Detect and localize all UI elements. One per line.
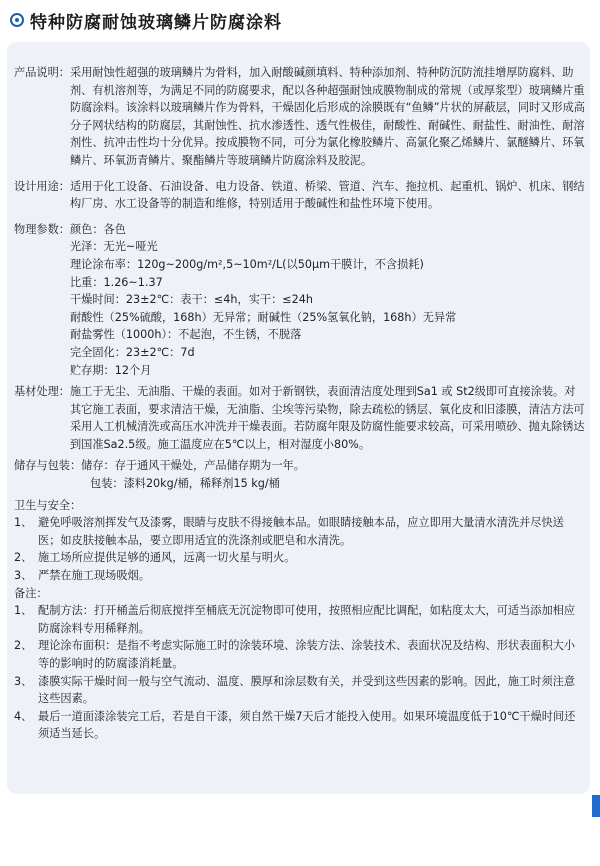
- safety-item: [14, 567, 586, 585]
- notes-title: 备注：: [14, 586, 48, 600]
- physical-item-coverage: 理论涂布率：120g~200g/m²,5~10m²/L(以50μm干膜计，不含损耗): [69, 257, 424, 271]
- design-section: [14, 178, 586, 213]
- substrate-section: [14, 383, 586, 453]
- notes-item: [14, 673, 586, 708]
- safety-title: 卫生与安全：: [14, 498, 82, 512]
- safety-num: 3、: [14, 569, 33, 583]
- accent-bar: [592, 795, 600, 817]
- substrate-text: 施工于无尘、无油脂、干燥的表面。如对于新钢铁，表面清洁度处理到Sa1 或 St2级即可直接涂装。对其它施工表面，要求清洁干燥，无油脂、尘埃等污染物，除去疏松的锈层、氧化皮和旧漆膜，清洁方法可采用人工机械清洗或高压水冲洗并干燥表面。若防腐年限及防腐性能要求较高，可采用喷砂、抛丸除锈达到国准Sa2.5级。施工温度应在5℃以上，相对湿度小80%。: [69, 385, 585, 451]
- design-text: 适用于化工设备、石油设备、电力设备、铁道、桥梁、管道、汽车、拖拉机、起重机、锅炉、机床、钢结构厂房、水工设备等的制造和维修，特别适用于酸碱性和盐性环境下使用。: [69, 179, 585, 211]
- package-text: [14, 475, 586, 493]
- storage-section: [14, 457, 586, 475]
- title-bar: [0, 0, 600, 40]
- physical-section: [14, 221, 586, 379]
- physical-item-drying: 干燥时间：23±2℃：表干：≤4h，实干：≤24h: [69, 293, 313, 307]
- product-section: [14, 64, 586, 170]
- safety-num: 2、: [14, 551, 33, 565]
- physical-label: 物理参数：: [14, 222, 70, 236]
- page-title: 特种防腐耐蚀玻璃鳞片防腐涂料: [30, 12, 282, 33]
- physical-list: [70, 221, 586, 379]
- physical-item-resistance: 耐酸性（25%硫酸，168h）无异常；耐碱性（25%氢氧化钠，168h）无异常: [69, 310, 457, 324]
- design-label: 设计用途：: [14, 179, 70, 193]
- storage-label: 储存与包装：: [14, 459, 82, 473]
- safety-item: [14, 514, 586, 549]
- notes-text: 最后一道面漆涂装完工后，若是自干漆，须自然干燥7天后才能投入使用。如果环境温度低于10℃干燥时间还须适当延长。: [38, 709, 576, 741]
- notes-num: 3、: [14, 674, 33, 688]
- circle-target-icon: [10, 13, 24, 27]
- product-text: 采用耐蚀性超强的玻璃鳞片为骨料，加入耐酸碱颜填料、特种添加剂、特种防沉防流挂增厚防腐料、助剂、有机溶剂等，为满足不同的防腐要求，配以各种超强耐蚀成膜物制成的常规（或厚浆型）玻璃鳞片重防腐涂料。该涂料以玻璃鳞片作为骨料，干燥固化后形成的涂膜既有“鱼鳞”片状的屏蔽层，同时又形成高分子网状结构的防腐层，其耐蚀性、抗水渗透性、透气性极佳，耐酸性、耐碱性、耐盐性、耐油性、耐溶剂性、抗冲击性均十分优异。按成膜物不同，可分为氯化橡胶鳞片、高氯化聚乙烯鳞片、氯醚鳞片、环氧鳞片、环氧沥青鳞片、聚酯鳞片等玻璃鳞片防腐涂料及胶泥。: [69, 66, 585, 167]
- safety-text: 严禁在施工现场吸烟。: [38, 569, 150, 583]
- safety-item: [14, 549, 586, 567]
- notes-item: [14, 708, 586, 743]
- safety-text: 避免呼吸溶剂挥发气及漆雾，眼睛与皮肤不得接触本品。如眼睛接触本品，应立即用大量清水清洗并尽快送医；如皮肤接触本品，要立即用适宜的洗涤剂或肥皂和水清洗。: [38, 516, 564, 547]
- safety-num: 1、: [14, 516, 33, 530]
- notes-item: [14, 637, 586, 672]
- notes-num: 2、: [14, 639, 33, 653]
- safety-text: 施工场所应提供足够的通风，远离一切火星与明火。: [38, 551, 296, 565]
- notes-text: 配制方法：打开桶盖后彻底搅拌至桶底无沉淀物即可使用，按照相应配比调配，如粘度太大，可适当添加相应防腐涂料专用稀释剂。: [38, 604, 576, 635]
- substrate-label: 基材处理：: [14, 385, 70, 399]
- physical-item-shelf-life: 贮存期：12个月: [69, 363, 152, 377]
- physical-item-gravity: 比重：1.26~1.37: [69, 275, 163, 289]
- physical-item-salt-spray: 耐盐雾性（1000h）：不起泡，不生锈，不脱落: [69, 328, 302, 342]
- product-label: 产品说明：: [14, 66, 70, 79]
- notes-num: 4、: [14, 709, 33, 723]
- physical-item-curing: 完全固化：23±2℃：7d: [69, 345, 195, 359]
- notes-item: [14, 602, 586, 637]
- package-value: 包装：漆料20kg/桶，稀释剂15 kg/桶: [90, 477, 280, 491]
- document-body: [14, 64, 586, 743]
- notes-num: 1、: [14, 604, 33, 618]
- notes-text: 漆膜实际干燥时间一般与空气流动、温度、膜厚和涂层数有关，并受到这些因素的影响。因此，施工时须注意这些因素。: [38, 674, 576, 706]
- storage-text: 储存：存于通风干燥处，产品储存期为一年。: [81, 459, 305, 473]
- physical-item-color: 颜色：各色: [69, 222, 126, 236]
- notes-text: 理论涂布面积：是指不考虑实际施工时的涂装环境、涂装方法、涂装技术、表面状况及结构、形状表面积大小等的影响时的防腐漆消耗量。: [38, 639, 576, 670]
- physical-item-gloss: 光泽：无光~哑光: [69, 240, 158, 254]
